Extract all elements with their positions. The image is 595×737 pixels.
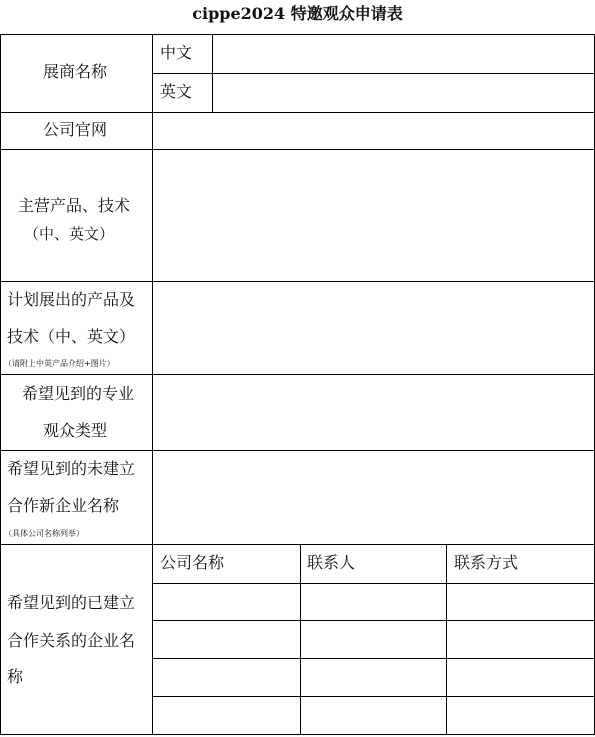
column-header-contact: 联系人 <box>307 553 356 572</box>
planned-products-field[interactable] <box>153 282 594 374</box>
grid-line <box>0 34 1 735</box>
existing-partners-label: 希望见到的已建立 <box>7 593 136 612</box>
planned-products-label: 计划展出的产品及 <box>7 290 136 309</box>
grid-line <box>0 734 595 735</box>
planned-products-note: （请附上中英产品介绍+图片） <box>4 359 115 368</box>
exhibitor-name-label: 展商名称 <box>43 62 108 81</box>
audience-type-label-line2: 观众类型 <box>43 421 108 440</box>
planned-products-label-line2: 技术（中、英文） <box>7 327 136 346</box>
main-products-field[interactable] <box>153 150 594 281</box>
partner-row-1-contact[interactable] <box>301 584 446 620</box>
partner-row-1-method[interactable] <box>447 584 594 620</box>
partner-row-4-contact[interactable] <box>301 697 446 734</box>
new-partners-note: （具体公司名称列举） <box>4 529 84 538</box>
grid-line <box>0 544 595 545</box>
partner-row-4-company[interactable] <box>153 697 300 734</box>
audience-type-label: 希望见到的专业 <box>22 384 135 403</box>
new-partners-label-line2: 合作新企业名称 <box>7 496 120 515</box>
audience-type-field[interactable] <box>153 375 594 450</box>
existing-partners-label-line2: 合作关系的企业名 <box>7 631 136 650</box>
partner-row-2-contact[interactable] <box>301 621 446 658</box>
main-products-label: 主营产品、技术 <box>18 196 131 215</box>
chinese-label: 中文 <box>160 43 193 62</box>
partner-row-2-company[interactable] <box>153 621 300 658</box>
partner-row-4-method[interactable] <box>447 697 594 734</box>
main-products-lang-note: （中、英文） <box>24 225 115 243</box>
partner-row-3-contact[interactable] <box>301 659 446 696</box>
column-header-contact-method: 联系方式 <box>454 553 519 572</box>
english-label: 英文 <box>160 82 193 101</box>
partner-row-2-method[interactable] <box>447 621 594 658</box>
column-header-company: 公司名称 <box>160 553 225 572</box>
partner-row-1-company[interactable] <box>153 584 300 620</box>
exhibitor-name-en-field[interactable] <box>213 74 594 112</box>
exhibitor-name-cn-field[interactable] <box>213 35 594 73</box>
partner-row-3-company[interactable] <box>153 659 300 696</box>
new-partners-field[interactable] <box>153 451 594 544</box>
website-label: 公司官网 <box>43 120 108 139</box>
website-field[interactable] <box>153 113 594 149</box>
existing-partners-label-line3: 称 <box>7 667 24 686</box>
form-title: cippe2024 特邀观众申请表 <box>192 4 403 23</box>
new-partners-label: 希望见到的未建立 <box>7 459 136 478</box>
partner-row-3-method[interactable] <box>447 659 594 696</box>
